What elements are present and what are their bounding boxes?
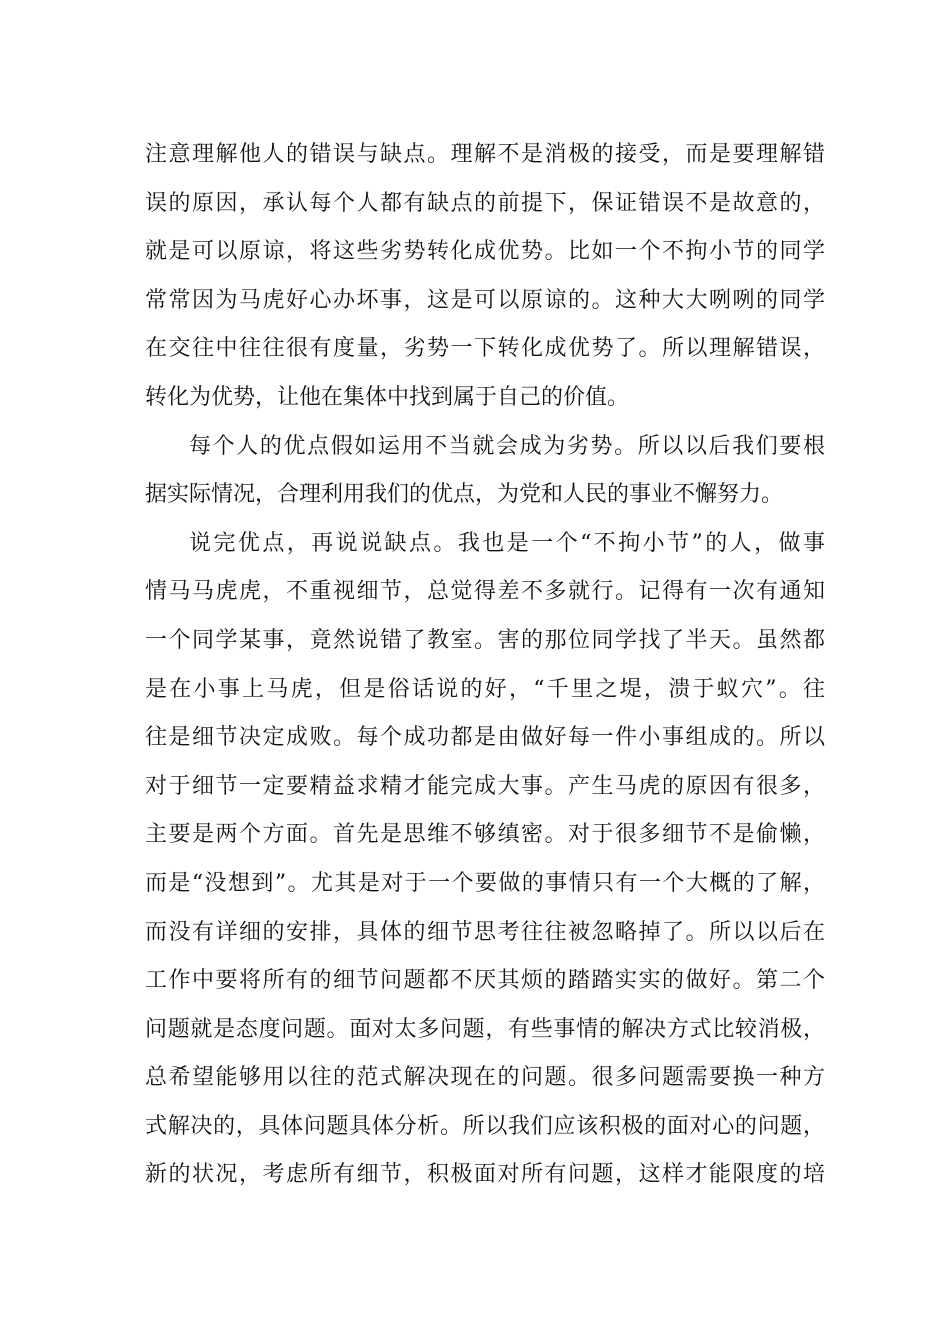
- text-line: 一个同学某事，竟然说错了教室。害的那位同学找了半天。虽然都: [145, 627, 825, 653]
- text-line: 常常因为马虎好心办坏事，这是可以原谅的。这种大大咧咧的同学: [145, 287, 825, 313]
- text-line: 工作中要将所有的细节问题都不厌其烦的踏踏实实的做好。第二个: [145, 968, 825, 994]
- text-line: 误的原因，承认每个人都有缺点的前提下，保证错误不是故意的，: [145, 190, 825, 216]
- text-line: 在交往中往往很有度量，劣势一下转化成优势了。所以理解错误，: [145, 336, 825, 362]
- text-line: 往是细节决定成败。每个成功都是由做好每一件小事组成的。所以: [145, 725, 825, 751]
- text-line: 问题就是态度问题。面对太多问题，有些事情的解决方式比较消极，: [145, 1016, 825, 1042]
- text-line: 式解决的，具体问题具体分析。所以我们应该积极的面对心的问题，: [145, 1113, 825, 1139]
- text-line: 据实际情况，合理利用我们的优点，为党和人民的事业不懈努力。: [145, 482, 784, 508]
- text-line: 是在小事上马虎，但是俗话说的好，“千里之堤，溃于蚁穴”。往: [145, 676, 825, 702]
- text-line: 对于细节一定要精益求精才能完成大事。产生马虎的原因有很多，: [145, 773, 825, 799]
- text-line: 就是可以原谅，将这些劣势转化成优势。比如一个不拘小节的同学: [145, 239, 825, 265]
- text-line: 说完优点，再说说缺点。我也是一个“不拘小节”的人，做事: [189, 530, 825, 556]
- text-line: 每个人的优点假如运用不当就会成为劣势。所以以后我们要根: [189, 433, 825, 459]
- text-line: 新的状况，考虑所有细节，积极面对所有问题，这样才能限度的培: [145, 1162, 825, 1188]
- text-line: 情马马虎虎，不重视细节，总觉得差不多就行。记得有一次有通知: [145, 579, 825, 605]
- text-line: 而是“没想到”。尤其是对于一个要做的事情只有一个大概的了解，: [145, 870, 825, 896]
- text-line: 而没有详细的安排，具体的细节思考往往被忽略掉了。所以以后在: [145, 919, 825, 945]
- text-line: 总希望能够用以往的范式解决现在的问题。很多问题需要换一种方: [145, 1065, 825, 1091]
- text-line: 注意理解他人的错误与缺点。理解不是消极的接受，而是要理解错: [145, 142, 825, 167]
- text-line: 主要是两个方面。首先是思维不够缜密。对于很多细节不是偷懒，: [145, 822, 825, 848]
- text-line: 转化为优势，让他在集体中找到属于自己的价值。: [145, 384, 630, 410]
- body-text: [145, 131, 825, 1200]
